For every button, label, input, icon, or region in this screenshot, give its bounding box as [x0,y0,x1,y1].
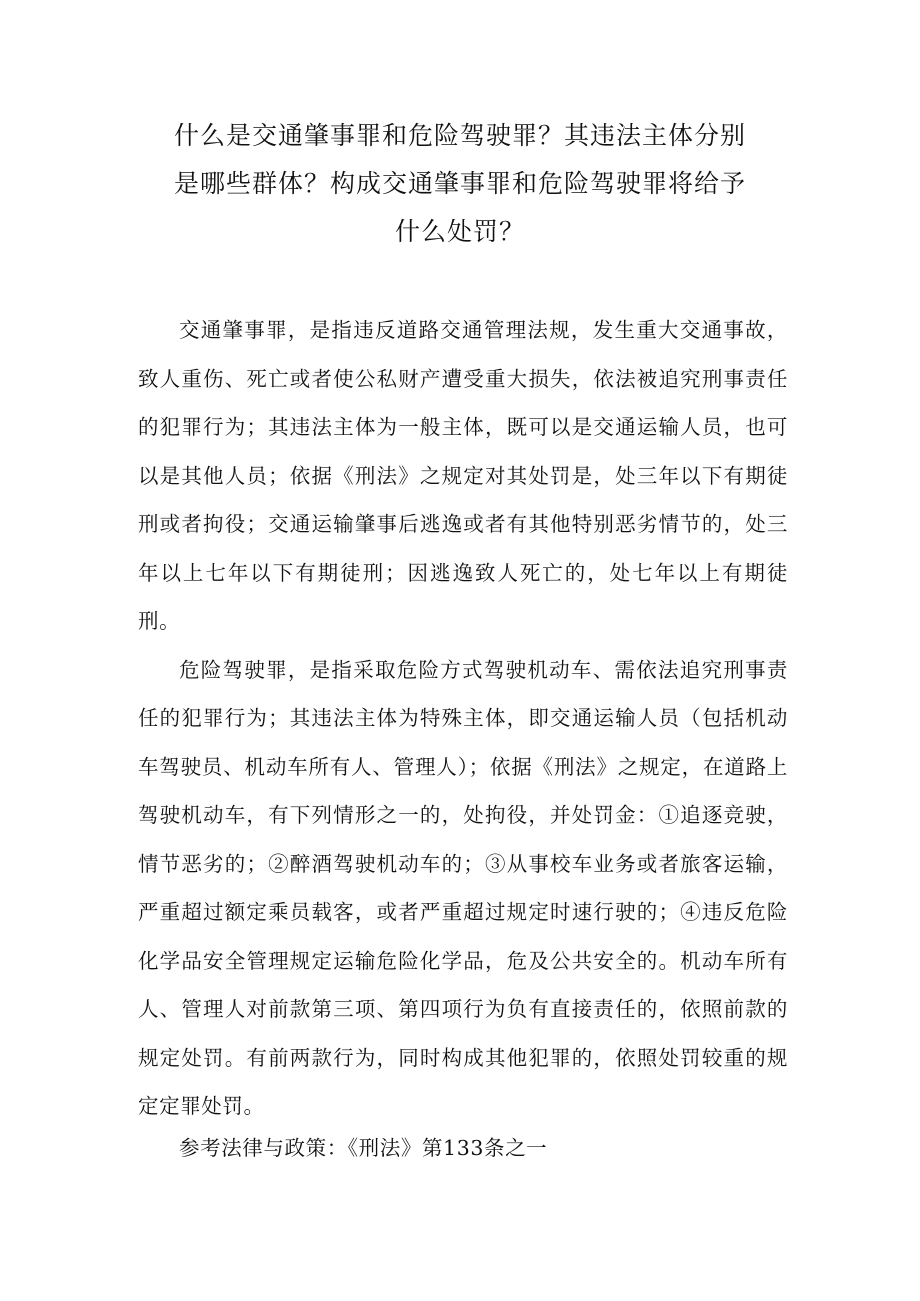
title-line-1: 什么是交通肇事罪和危险驾驶罪？其违法主体分别 [173,121,746,150]
paragraph-dangerous-driving-crime: 危险驾驶罪，是指采取危险方式驾驶机动车、需依法追究刑事责任的犯罪行为；其违法主体为特殊主体，即交通运输人员（包括机动车驾驶员、机动车所有人、管理人）；依据《刑法》之规定，在道路上驾驶机动车，有下列情形之一的，处拘役，并处罚金：①追逐竞驶，情节恶劣的；②醉酒驾驶机动车的；③从事校车业务或者旅客运输，严重超过额定乘员载客，或者严重超过规定时速行驶的；④违反危险化学品安全管理规定运输危险化学品，危及公共安全的。机动车所有人、管理人对前款第三项、第四项行为负有直接责任的，依照前款的规定处罚。有前两款行为，同时构成其他犯罪的，依照处罚较重的规定定罪处罚。 [138,657,788,1118]
title-line-2: 是哪些群体？构成交通肇事罪和危险驾驶罪将给予 [173,169,746,198]
document-body [138,306,788,1165]
paragraph-traffic-accident-crime: 交通肇事罪，是指违反道路交通管理法规，发生重大交通事故，致人重伤、死亡或者使公私财产遭受重大损失，依法被追究刑事责任的犯罪行为；其违法主体为一般主体，既可以是交通运输人员，也可以是其他人员；依据《刑法》之规定对其处罚是，处三年以下有期徒刑或者拘役；交通运输肇事后逃逸或者有其他特别恶劣情节的，处三年以上七年以下有期徒刑；因逃逸致人死亡的，处七年以上有期徒刑。 [138,318,788,633]
legal-reference: 参考法律与政策：《刑法》第133条之一 [179,1135,548,1160]
title-line-3: 什么处罚？ [394,217,525,246]
document-title [100,112,820,256]
